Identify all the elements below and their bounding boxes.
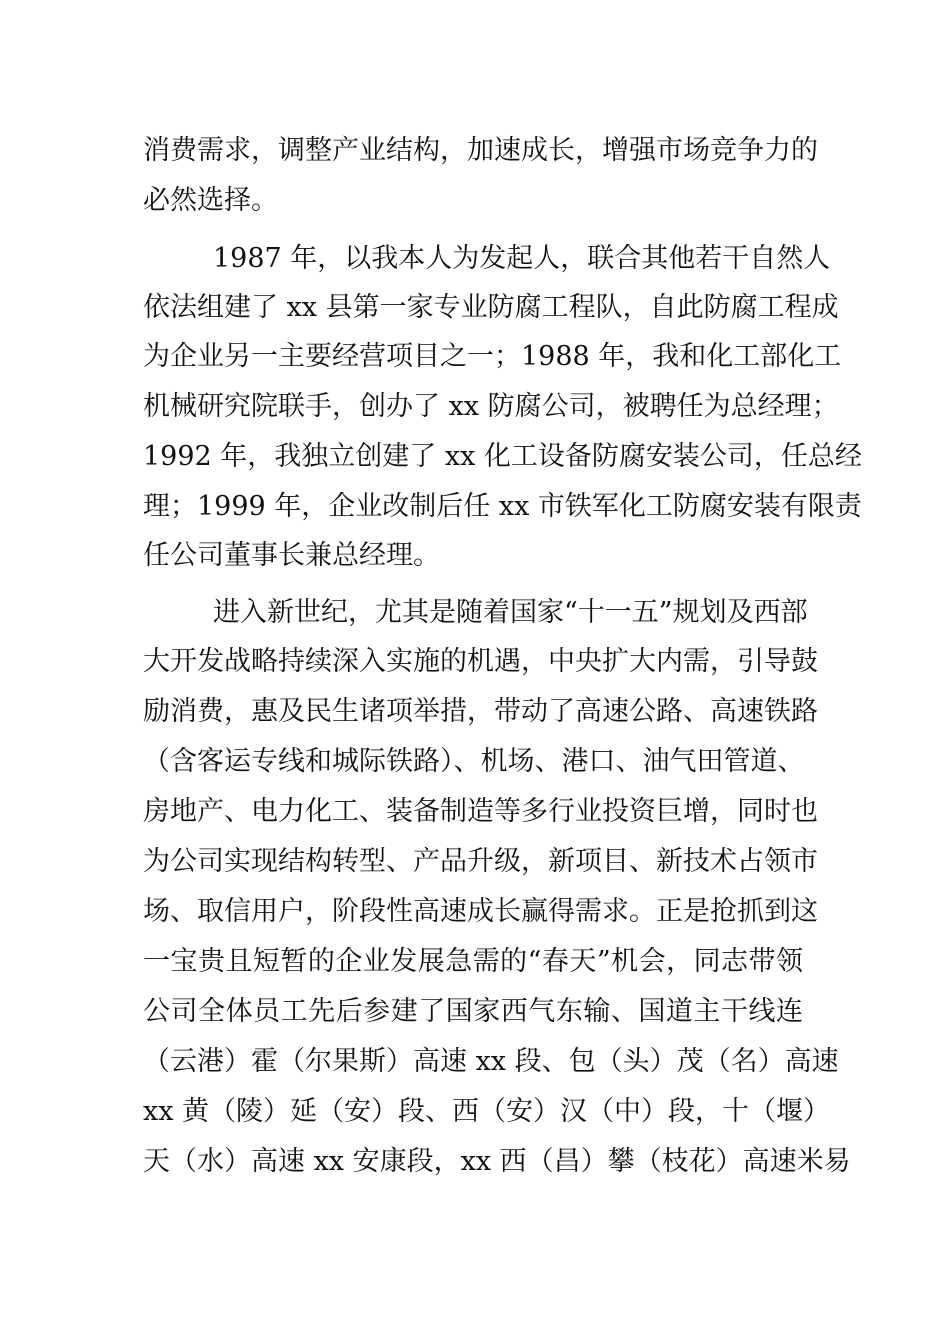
text-line: 依法组建了 xx 县第一家专业防腐工程队，自此防腐工程成 (143, 292, 839, 323)
text-line: （含客运专线和城际铁路）、机场、港口、油气田管道、 (143, 746, 805, 777)
text-line: 为企业另一主要经营项目之一；1988 年，我和化工部化工 (143, 341, 842, 372)
text-line: 场、取信用户，阶段性高速成长赢得需求。正是抢抓到这 (143, 896, 818, 927)
text-line: 为公司实现结构转型、产品升级，新项目、新技术占领市 (143, 846, 818, 877)
text-line: 消费需求，调整产业结构，加速成长，增强市场竞争力的 (143, 135, 818, 166)
text-line: 理；1999 年，企业改制后任 xx 市铁军化工防腐安装有限责 (143, 491, 862, 522)
text-line: 必然选择。 (143, 185, 278, 216)
text-line: 天（水）高速 xx 安康段，xx 西（昌）攀（枝花）高速米易 (143, 1146, 851, 1177)
text-line: 一宝贵且短暂的企业发展急需的“春天”机会，同志带领 (143, 946, 803, 977)
text-line: 机械研究院联手，创办了 xx 防腐公司，被聘任为总经理； (143, 391, 839, 422)
text-line: 房地产、电力化工、装备制造等多行业投资巨增，同时也 (143, 796, 818, 827)
text-line: 励消费，惠及民生诸项举措，带动了高速公路、高速铁路 (143, 696, 818, 727)
text-line: 公司全体员工先后参建了国家西气东输、国道主干线连 (143, 996, 803, 1027)
text-line: （云港）霍（尔果斯）高速 xx 段、包（头）茂（名）高速 (143, 1046, 839, 1077)
text-line: xx 黄（陵）延（安）段、西（安）汉（中）段，十（堰） (143, 1096, 831, 1127)
text-line: 进入新世纪，尤其是随着国家“十一五”规划及西部 (213, 597, 808, 628)
text-line: 大开发战略持续深入实施的机遇，中央扩大内需，引导鼓 (143, 646, 818, 677)
text-line: 1992 年，我独立创建了 xx 化工设备防腐安装公司，任总经 (143, 441, 862, 472)
text-line: 任公司董事长兼总经理。 (143, 540, 440, 571)
text-line: 1987 年，以我本人为发起人，联合其他若干自然人 (213, 243, 831, 274)
